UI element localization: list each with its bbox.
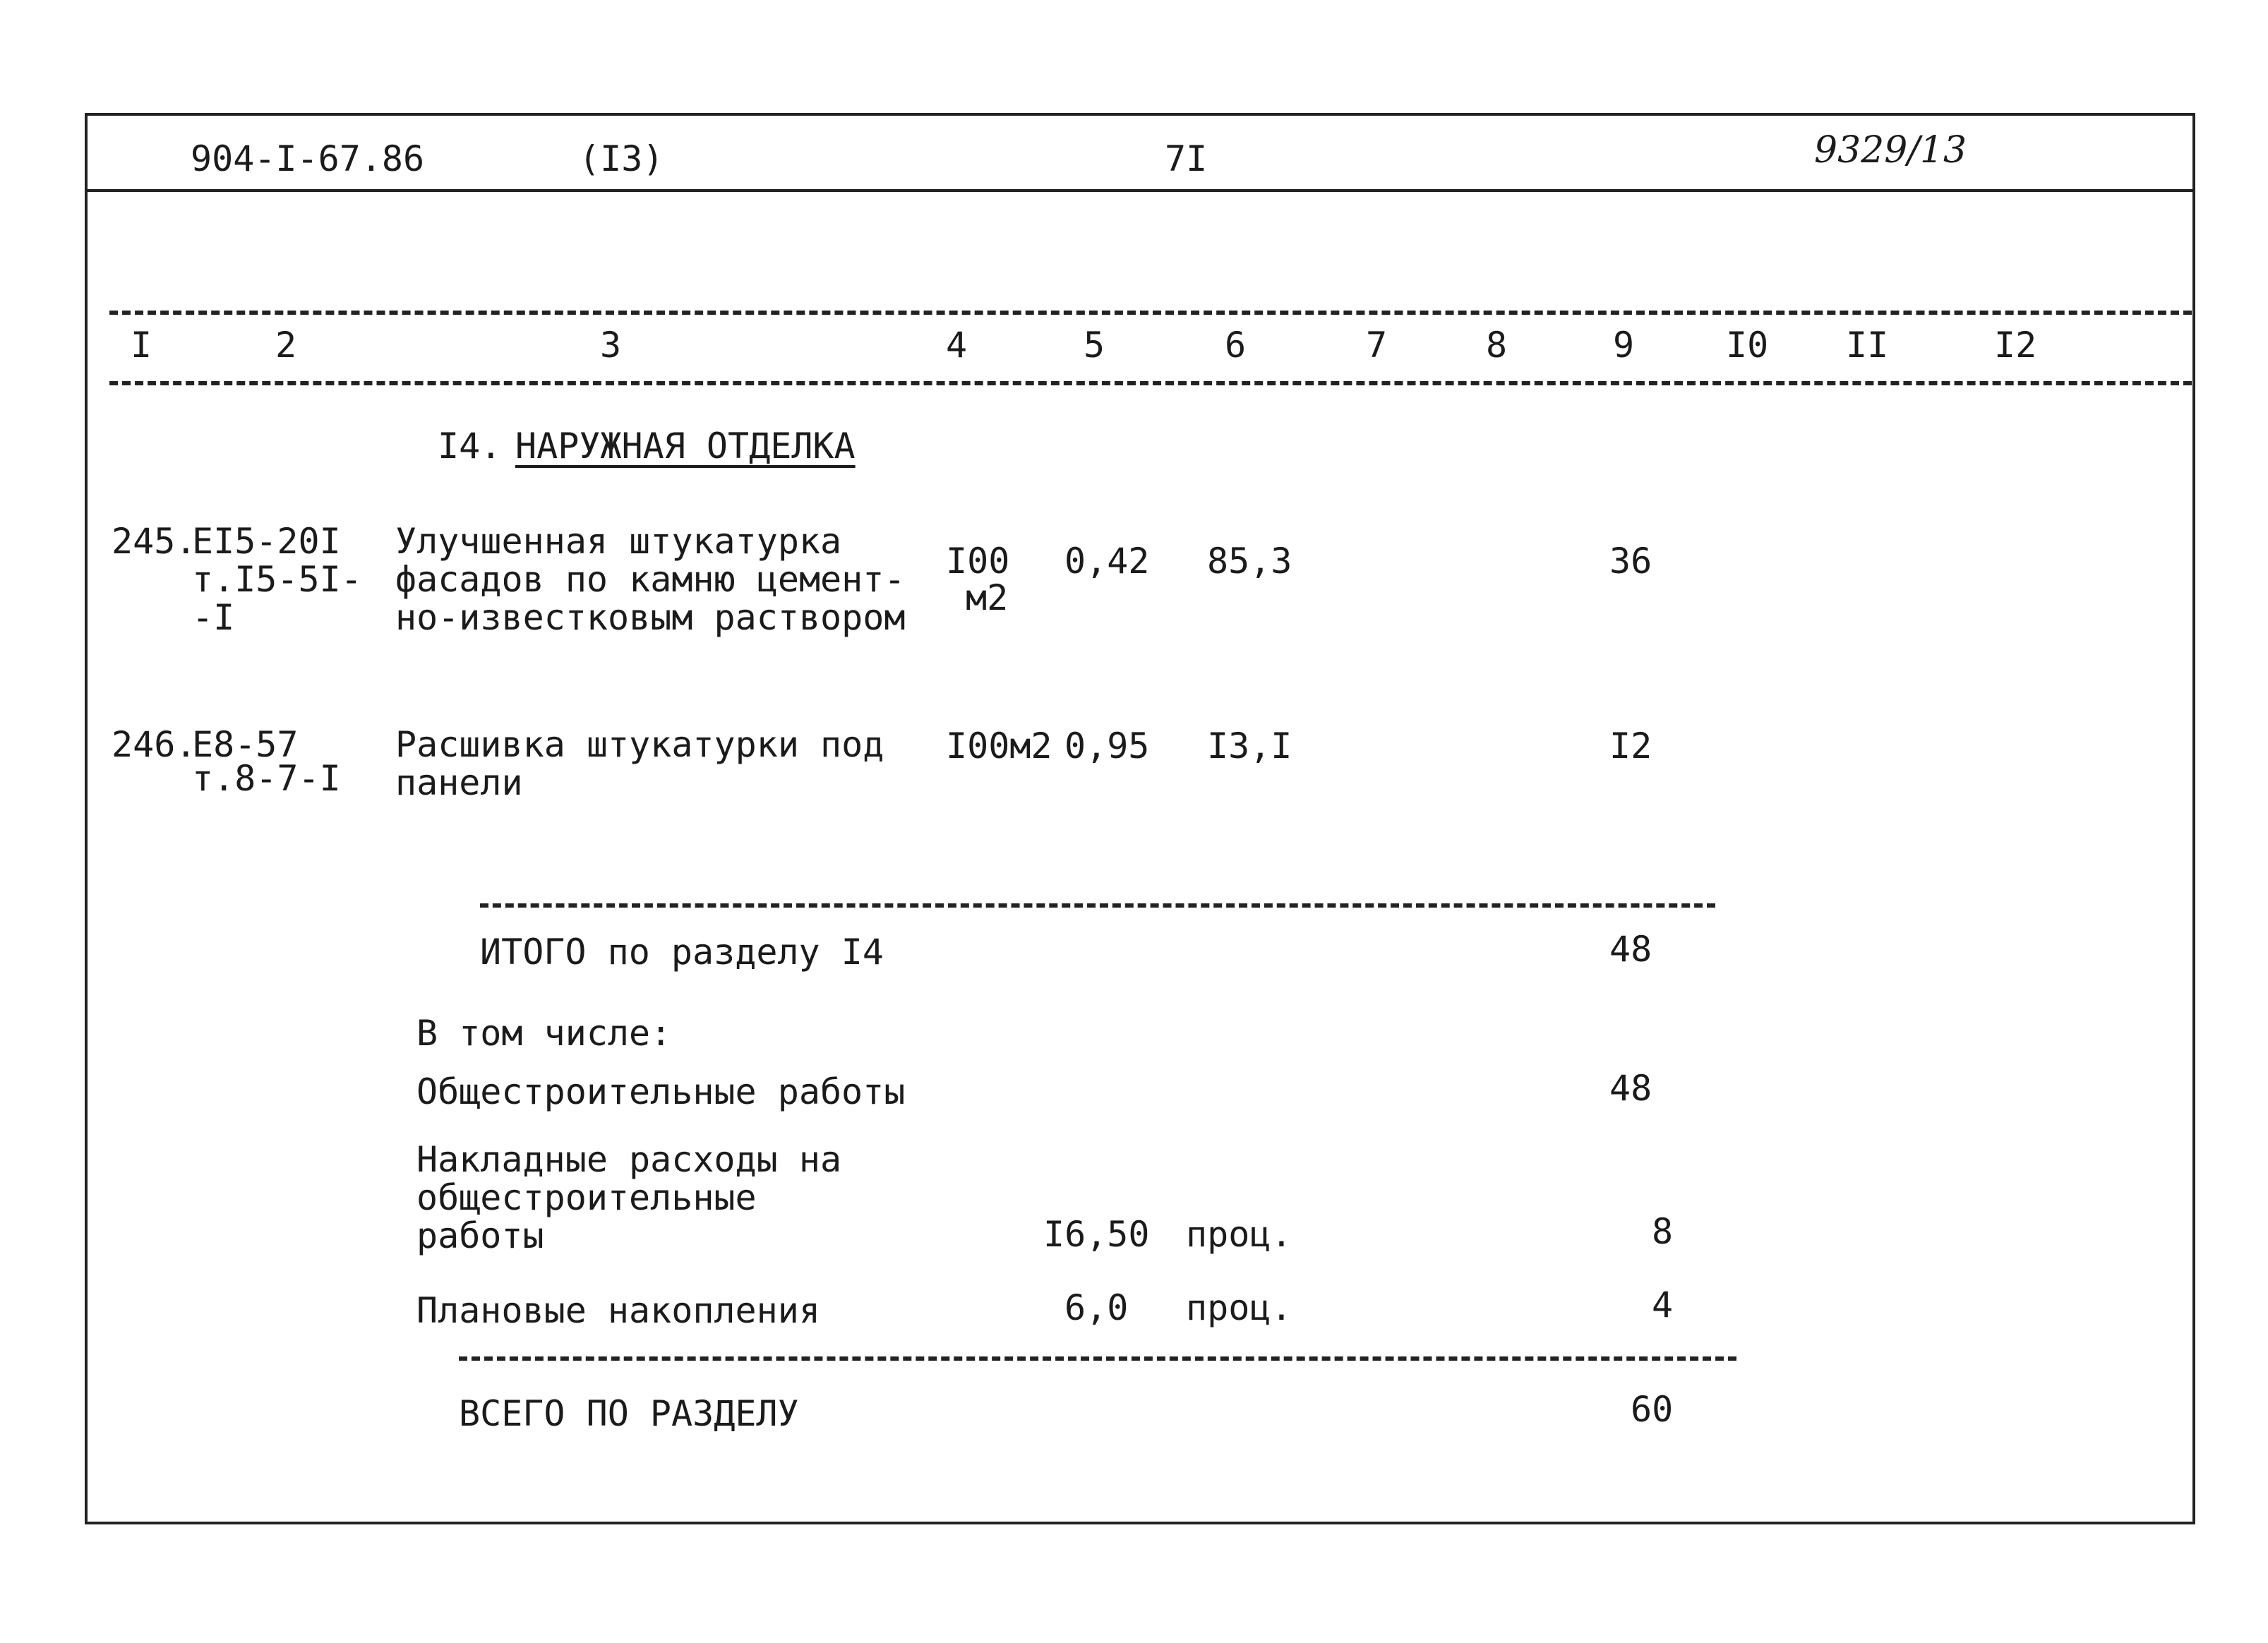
row-245-code-line-3: -I bbox=[192, 597, 235, 638]
section-title: НАРУЖНАЯ ОТДЕЛКА bbox=[515, 426, 856, 467]
grand-total-value: 60 bbox=[1631, 1389, 1674, 1430]
row-246-name-line-2: панели bbox=[395, 762, 523, 803]
planned-profit-label: Плановые накопления bbox=[416, 1290, 820, 1331]
overhead-label-line-1: Накладные расходы на bbox=[416, 1139, 842, 1180]
row-246-quantity: 0,95 bbox=[1064, 726, 1150, 766]
column-header-3: 3 bbox=[600, 325, 622, 366]
overhead-value: 8 bbox=[1652, 1211, 1674, 1252]
column-header-6: 6 bbox=[1225, 325, 1247, 366]
planned-profit-rate: 6,0 bbox=[1064, 1287, 1129, 1328]
subtotal-rule bbox=[480, 903, 1715, 908]
planned-profit-unit: проц. bbox=[1186, 1287, 1292, 1328]
row-245-unit-line-2: м2 bbox=[966, 577, 1009, 618]
including-label: В том числе: bbox=[416, 1013, 672, 1054]
column-header-top-rule bbox=[109, 311, 2192, 315]
row-245-position: 245. bbox=[112, 521, 197, 562]
section-number: I4. bbox=[438, 426, 502, 467]
subtotal-value: 48 bbox=[1609, 929, 1652, 970]
grand-total-label: ВСЕГО ПО РАЗДЕЛУ bbox=[459, 1393, 799, 1434]
column-header-9: 9 bbox=[1613, 325, 1635, 366]
general-works-value: 48 bbox=[1609, 1068, 1652, 1109]
column-header-11: II bbox=[1846, 325, 1889, 366]
column-header-5: 5 bbox=[1084, 325, 1105, 366]
general-works-label: Общестроительные работы bbox=[416, 1071, 906, 1112]
header-divider bbox=[85, 189, 2195, 192]
column-header-4: 4 bbox=[946, 325, 968, 366]
overhead-label-line-3: работы bbox=[416, 1215, 544, 1256]
column-header-7: 7 bbox=[1366, 325, 1388, 366]
overhead-rate: I6,50 bbox=[1043, 1214, 1150, 1255]
row-246-code-line-1: E8-57 bbox=[192, 724, 299, 765]
row-245-code-line-2: т.I5-5I- bbox=[192, 559, 362, 600]
column-header-bottom-rule bbox=[109, 381, 2192, 385]
row-245-name-line-1: Улучшенная штукатурка bbox=[395, 521, 842, 562]
column-header-1: I bbox=[131, 325, 152, 366]
row-245-code-line-1: EI5-20I bbox=[192, 521, 341, 562]
row-245-total: 36 bbox=[1609, 541, 1652, 582]
row-246-total: I2 bbox=[1609, 726, 1652, 766]
planned-profit-value: 4 bbox=[1652, 1284, 1674, 1325]
row-245-quantity: 0,42 bbox=[1064, 541, 1150, 582]
column-header-2: 2 bbox=[275, 325, 297, 366]
row-245-name-line-2: фасадов по камню цемент- bbox=[395, 559, 906, 600]
column-header-8: 8 bbox=[1486, 325, 1508, 366]
row-245-unit-price: 85,3 bbox=[1207, 541, 1292, 582]
column-header-10: I0 bbox=[1726, 325, 1769, 366]
column-header-12: I2 bbox=[1994, 325, 2037, 366]
subtotal-label: ИТОГО по разделу I4 bbox=[480, 932, 884, 973]
sheet-ref: (I3) bbox=[579, 138, 664, 179]
page-number: 7I bbox=[1165, 138, 1208, 179]
overhead-label-line-2: общестроительные bbox=[416, 1177, 757, 1218]
overhead-unit: проц. bbox=[1186, 1214, 1292, 1255]
row-245-name-line-3: но-известковым раствором bbox=[395, 597, 906, 638]
doc-code: 904-I-67.86 bbox=[191, 138, 425, 179]
row-246-name-line-1: Расшивка штукатурки под bbox=[395, 724, 884, 765]
row-245-unit-line-1: I00 bbox=[946, 541, 1010, 582]
inventory-number: 9329/13 bbox=[1814, 129, 1967, 171]
row-246-code-line-2: т.8-7-I bbox=[192, 758, 341, 799]
row-246-unit-price: I3,I bbox=[1207, 726, 1292, 766]
row-246-unit: I00м2 bbox=[946, 726, 1052, 766]
grand-total-rule bbox=[459, 1356, 1736, 1361]
row-246-position: 246. bbox=[112, 724, 197, 765]
